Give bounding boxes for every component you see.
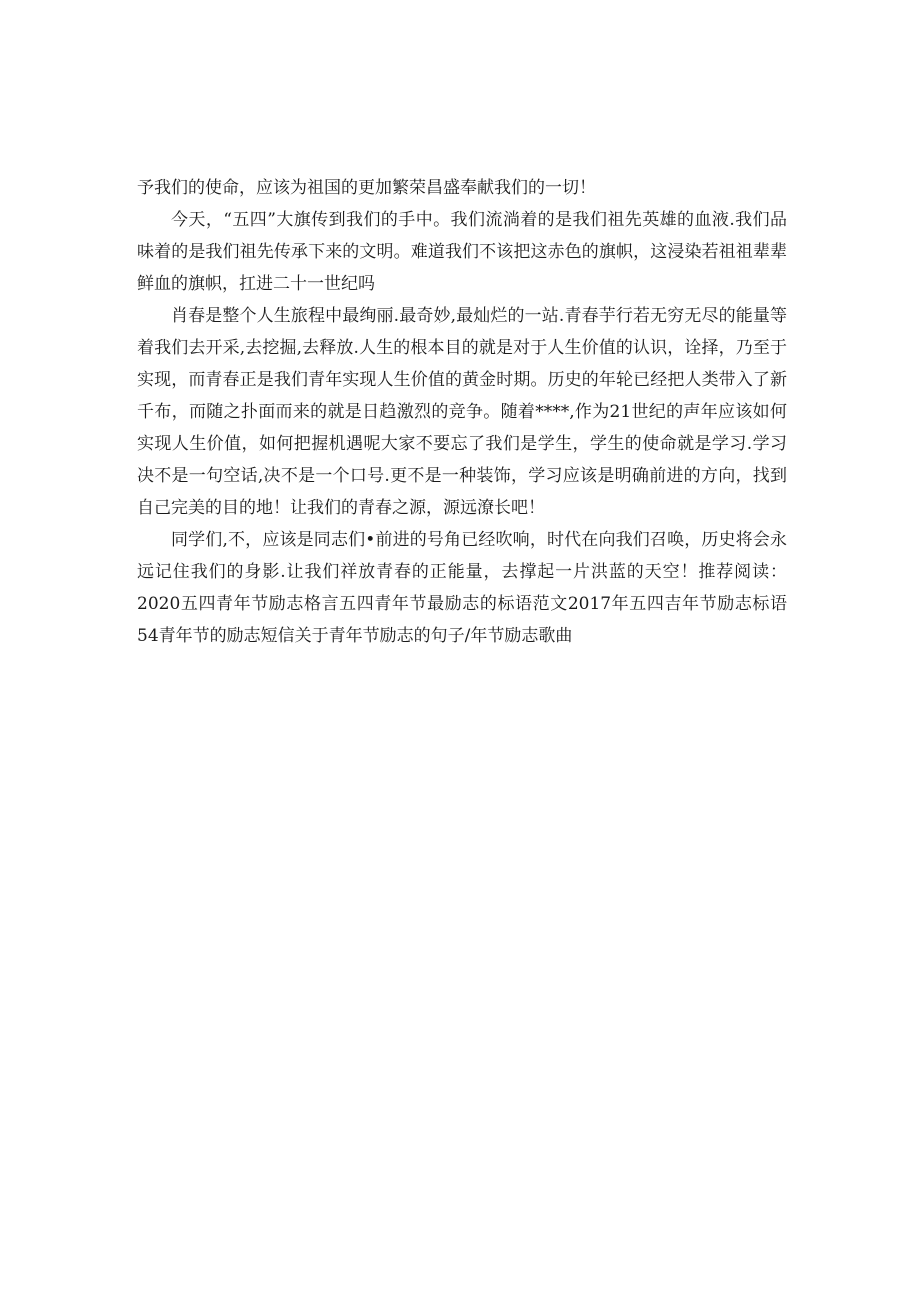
paragraph-call-to-action: 同学们,不，应该是同志们•前进的号角已经吹响，时代在向我们召唤，历史将会永远记住我们的身影.让我们祥放青春的正能量，去撑起一片洪蓝的天空！推荐阅读：2020五四青年节励志格言五四青年节最励志的标语范文2017年五四吉年节励志标语54青年节的励志短信关于青年节励志的句子/年节励志歌曲 bbox=[137, 530, 787, 646]
document-body bbox=[137, 172, 787, 652]
paragraph-youth-value: 肖春是整个人生旅程中最绚丽.最奇妙,最灿烂的一站.青春芋行若无穷无尽的能量等着我们去开采,去挖掘,去释放.人生的根本目的就是对于人生价值的认识，诠择，乃至于实现，而青春正是我们青年实现人生价值的黄金时期。历史的年轮已经把人类带入了新千布，而随之扑面而来的就是日趋激烈的竞争。随着****,作为21世纪的声年应该如何实现人生价值，如何把握机遇呢大家不要忘了我们是学生，学生的使命就是学习.学习决不是一句空话,决不是一个口号.更不是一种装饰，学习应该是明确前进的方向，找到自己完美的目的地！让我们的青春之源，源远潦长吧！ bbox=[137, 306, 787, 518]
paragraph-may-fourth-flag: 今天，“五四”大旗传到我们的手中。我们流淌着的是我们祖先英雄的血液.我们品味着的是我们祖先传承下来的文明。难道我们不该把这赤色的旗帜，这浸染若祖祖辈辈鲜血的旗帜，扛进二十一世纪吗 bbox=[137, 210, 787, 294]
paragraph-continuation: 予我们的使命，应该为祖国的更加繁荣昌盛奉献我们的一切！ bbox=[137, 178, 596, 198]
